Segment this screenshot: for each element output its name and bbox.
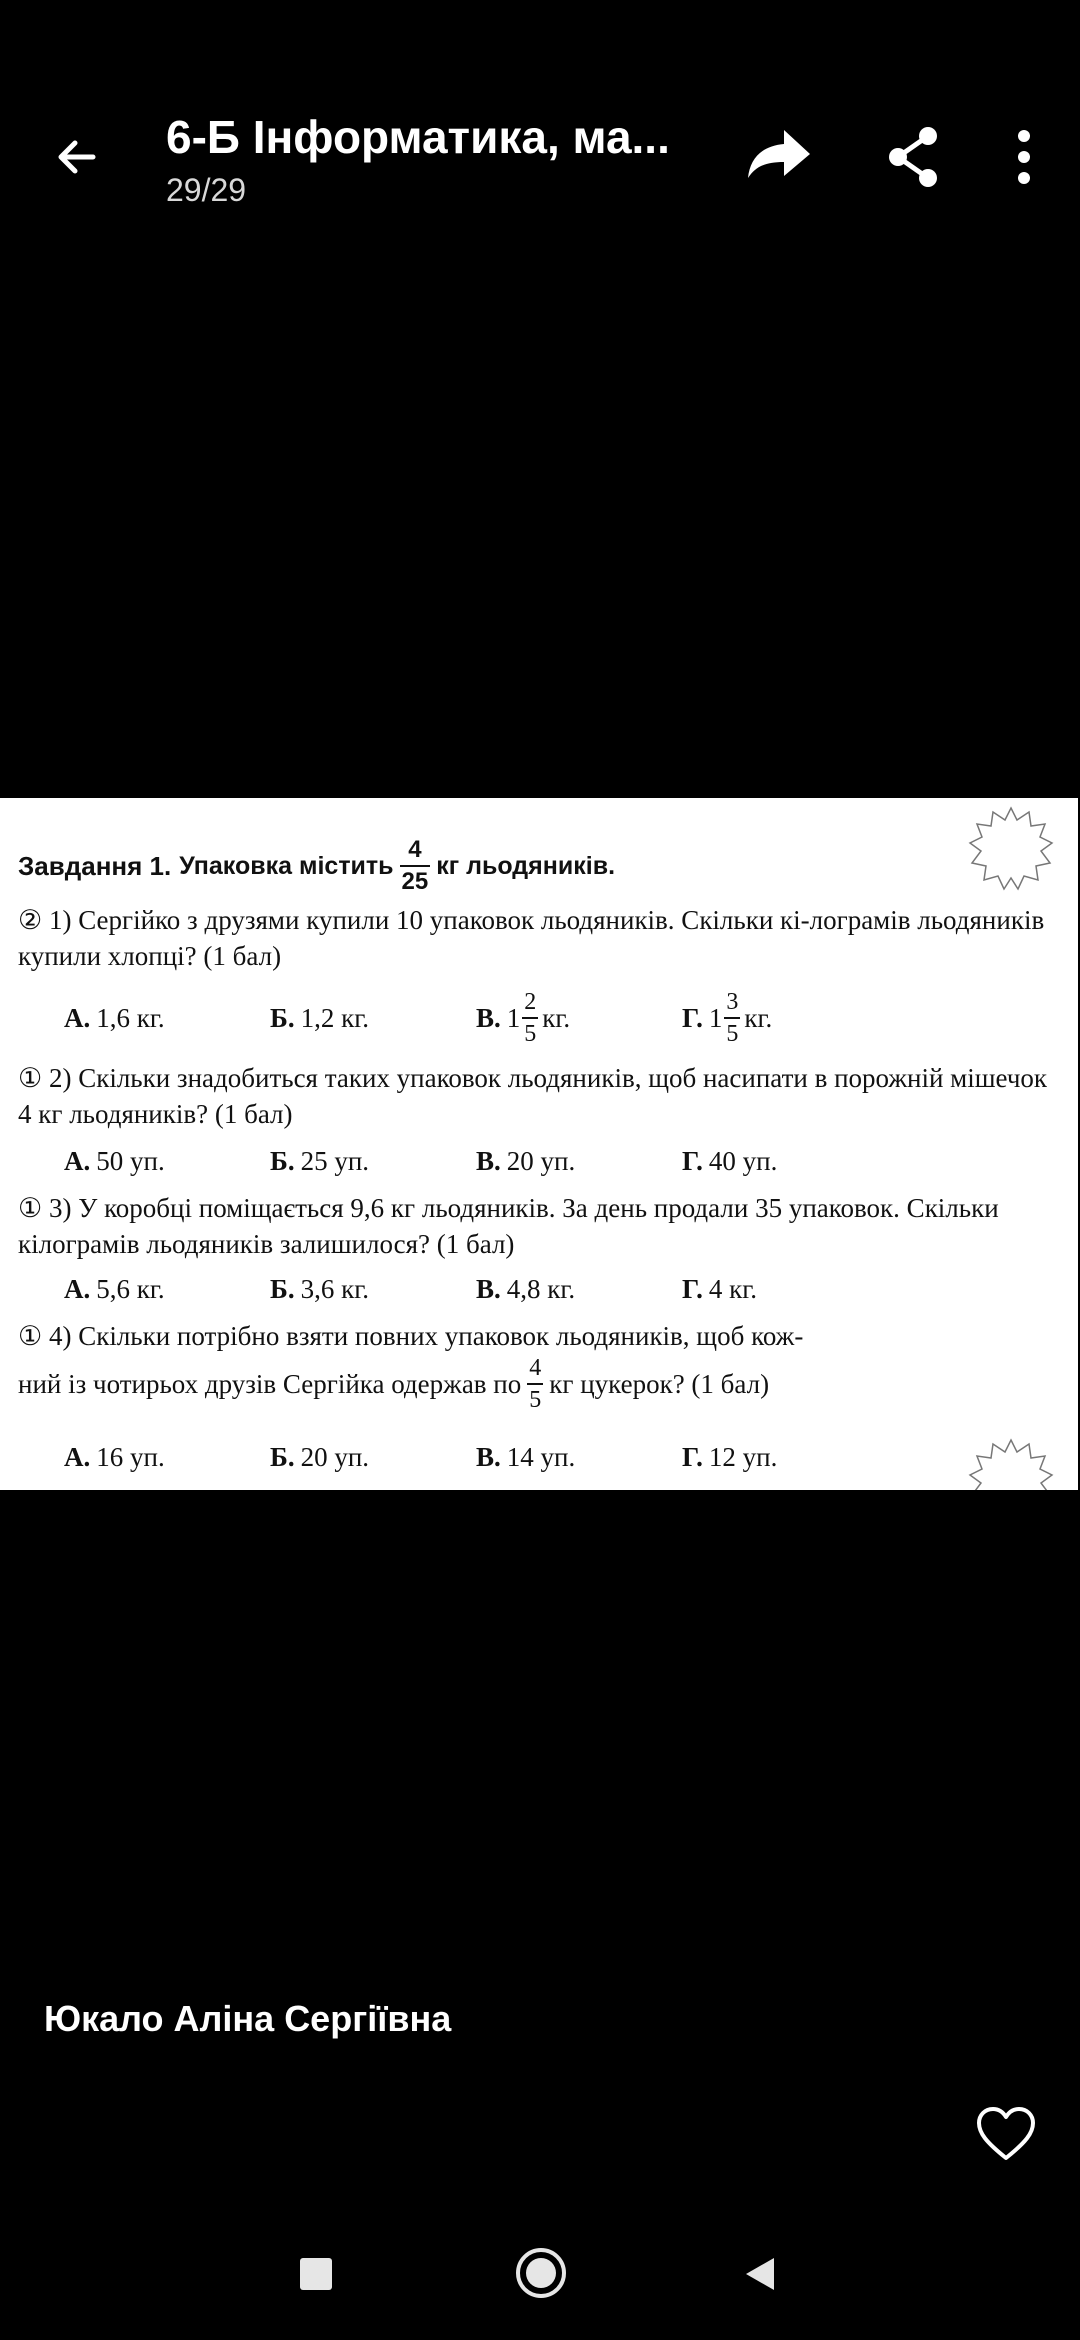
answer-option: Б. 20 уп.: [270, 1442, 370, 1472]
back-button[interactable]: [44, 124, 110, 190]
answer-option: Б. 3,6 кг.: [270, 1274, 370, 1304]
answer-option: В. 4,8 кг.: [476, 1274, 576, 1304]
answers-row-1: [64, 990, 964, 1046]
recents-square-icon[interactable]: [300, 2258, 332, 2290]
question-3: ① 3) У коробці поміщається 9,6 кг льодяників. За день продали 35 упаковок. Скільки кілограмів льодяників залишилося? (1 бал): [18, 1193, 999, 1259]
back-triangle-icon[interactable]: [740, 2254, 780, 2294]
answers-row-3: [64, 1274, 964, 1305]
answer-option: А. 1,6 кг.: [64, 1002, 165, 1033]
task-intro-fraction: [400, 838, 431, 894]
question-1: ② 1) Сергійко з друзями купили 10 упаковок льодяників. Скільки кі-лограмів льодяників купили хлопці? (1 бал): [18, 905, 1045, 971]
author-name: Юкало Аліна Сергіївна: [44, 1998, 452, 2039]
page-counter: 29/29: [166, 172, 247, 208]
forward-share-icon: [744, 124, 814, 184]
answer-option: В. 14 уп.: [476, 1442, 576, 1472]
answer-option: Г. 4 кг.: [682, 1274, 758, 1304]
starburst-icon: [968, 1438, 1054, 1490]
forward-button[interactable]: [744, 124, 816, 190]
answer-option: Б. 25 уп.: [270, 1146, 370, 1176]
heart-icon: [976, 2106, 1036, 2162]
more-vert-icon: [1004, 124, 1044, 190]
like-button[interactable]: [976, 2106, 1036, 2162]
task-heading: [18, 838, 615, 894]
question-4-fraction: $\frac{4}{5}$: [529, 1355, 542, 1413]
mixed-fraction: $\frac{2}{5}$: [524, 989, 537, 1047]
mixed-fraction: $\frac{3}{5}$: [726, 989, 739, 1047]
document-title: 6-Б Інформатика, ма...: [166, 111, 670, 163]
share-button[interactable]: [884, 124, 948, 190]
question-4-line-1: ① 4) Скільки потрібно взяти повних упаковок льодяників, щоб кож-: [18, 1321, 804, 1351]
top-app-bar: [0, 0, 1080, 230]
answer-option: Г. 1 $\frac{3}{5}$ кг.: [682, 989, 773, 1047]
arrow-left-icon: [53, 133, 101, 181]
fraction-denominator: 25: [400, 865, 431, 894]
home-circle-icon[interactable]: [514, 2246, 568, 2300]
share-icon: [884, 124, 944, 190]
task-intro-after: кг льодяників.: [436, 851, 616, 880]
answer-option: В. 20 уп.: [476, 1146, 576, 1176]
document-page-image[interactable]: [0, 798, 1078, 1490]
answer-option: А. 5,6 кг.: [64, 1274, 165, 1304]
answers-row-4: [64, 1442, 964, 1473]
answer-option: В. 1 $\frac{2}{5}$ кг.: [476, 989, 571, 1047]
answer-option: Б. 1,2 кг.: [270, 1002, 370, 1033]
answer-option: Г. 12 уп.: [682, 1442, 778, 1472]
task-intro-before: Упаковка містить: [179, 851, 394, 880]
task-label: Завдання 1.: [18, 850, 172, 881]
starburst-icon: [968, 806, 1054, 892]
answer-option: Г. 40 уп.: [682, 1146, 778, 1176]
answer-option: А. 50 уп.: [64, 1146, 165, 1176]
answers-row-2: [64, 1146, 964, 1177]
question-4: [18, 1318, 1058, 1412]
answer-option: А. 16 уп.: [64, 1442, 165, 1472]
question-2: ① 2) Скільки знадобиться таких упаковок льодяників, щоб насипати в порожній мішечок 4 кг льодяників? (1 бал): [18, 1063, 1048, 1129]
question-4-line-2: ний із чотирьох друзів Сергійка одержав по $\frac{4}{5}$ кг цукерок? (1 бал): [18, 1355, 770, 1413]
more-options-button[interactable]: [1004, 124, 1044, 190]
fraction-numerator: 4: [408, 836, 422, 863]
